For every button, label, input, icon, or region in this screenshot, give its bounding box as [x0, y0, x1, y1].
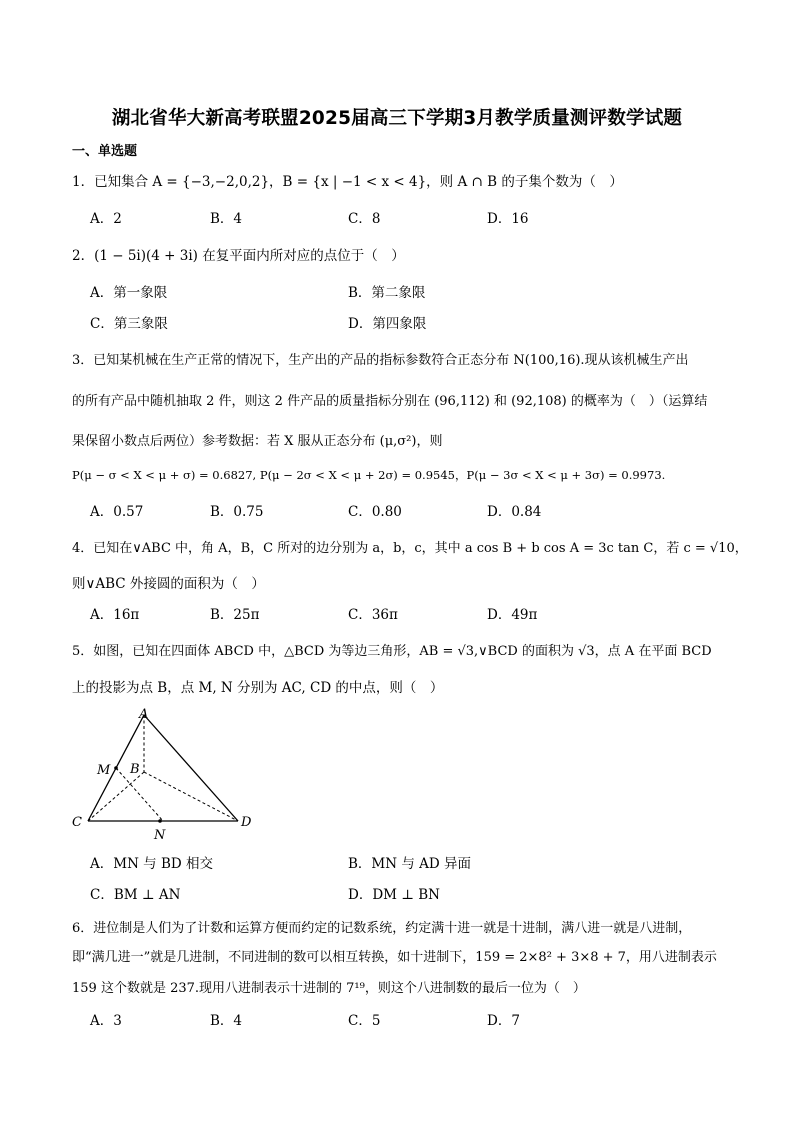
q5-option-a: A．MN 与 BD 相交 — [90, 856, 214, 872]
question-6-line-2: 即“满几进一”就是几进制，不同进制的数可以相互转换，如十进制下，159 = 2×8² + 3×8 + 7，用八进制表示 — [72, 950, 717, 965]
q4-option-b: B．25π — [210, 607, 260, 623]
label-n: N — [154, 828, 166, 843]
q2-option-c: C．第三象限 — [90, 316, 168, 332]
question-3-line-1: 3．已知某机械在生产正常的情况下，生产出的产品的指标参数符合正态分布 N(100,16).现从该机械生产出 — [72, 353, 689, 368]
question-4-line-2: 则∨ABC 外接圆的面积为（ ） — [72, 576, 265, 592]
q3-option-b: B．0.75 — [210, 504, 264, 520]
question-1-stem: 1．已知集合 A = {−3,−2,0,2}，B = {x | −1 < x < 4}，则 A ∩ B 的子集个数为（ ） — [72, 174, 623, 190]
q5-option-b: B．MN 与 AD 异面 — [348, 856, 472, 872]
q6-option-d: D．7 — [487, 1013, 520, 1029]
q6-option-a: A．3 — [90, 1013, 122, 1029]
section-heading: 一、单选题 — [72, 144, 138, 159]
question-4-line-1: 4．已知在∨ABC 中，角 A，B，C 所对的边分别为 a，b，c，其中 a cos B + b cos A = 3c tan C，若 c = √10， — [72, 541, 748, 556]
question-3-line-3: 果保留小数点后两位）参考数据：若 X 服从正态分布 (μ,σ²)，则 — [72, 434, 443, 449]
edge-ad — [144, 715, 238, 821]
q2-option-d: D．第四象限 — [348, 316, 427, 332]
q2-option-b: B．第二象限 — [348, 285, 426, 301]
q1-option-c: C．8 — [348, 211, 381, 227]
label-m: M — [97, 763, 111, 778]
question-6-line-1: 6．进位制是人们为了计数和运算方便而约定的记数系统，约定满十进一就是十进制，满八进一就是八进制， — [72, 921, 692, 936]
q1-option-a: A．2 — [90, 211, 122, 227]
q3-option-c: C．0.80 — [348, 504, 402, 520]
question-3-reference-data: P(μ − σ < X < μ + σ) = 0.6827, P(μ − 2σ < X < μ + 2σ) = 0.9545，P(μ − 3σ < X < μ + 3σ) = 0.9973. — [72, 468, 666, 482]
question-5-line-1: 5．如图，已知在四面体 ABCD 中，△BCD 为等边三角形，AB = √3,∨BCD 的面积为 √3，点 A 在平面 BCD — [72, 644, 712, 659]
page-title: 湖北省华大新高考联盟2025届高三下学期3月教学质量测评数学试题 — [111, 108, 683, 129]
q3-option-a: A．0.57 — [90, 504, 144, 520]
point-n — [158, 819, 162, 823]
q5-option-c: C．BM ⊥ AN — [90, 887, 181, 903]
label-a: A — [139, 707, 149, 722]
question-3-line-2: 的所有产品中随机抽取 2 件，则这 2 件产品的质量指标分别在 (96,112) 和 (92,108) 的概率为（ ）（运算结 — [72, 394, 708, 409]
edge-bd — [144, 772, 238, 821]
q1-option-d: D．16 — [487, 211, 529, 227]
point-m — [114, 766, 118, 770]
q1-option-b: B．4 — [210, 211, 243, 227]
question-6-line-3: 159 这个数就是 237.现用八进制表示十进制的 7¹⁹，则这个八进制数的最后一位为（ ） — [72, 981, 586, 996]
label-c: C — [72, 815, 82, 830]
question-5-line-2: 上的投影为点 B，点 M, N 分别为 AC, CD 的中点，则（ ） — [72, 680, 444, 696]
q5-option-d: D．DM ⊥ BN — [348, 887, 440, 903]
edge-bc — [88, 772, 144, 821]
tetrahedron-figure — [60, 700, 270, 845]
q6-option-b: B．4 — [210, 1013, 243, 1029]
q4-option-c: C．36π — [348, 607, 398, 623]
label-d: D — [241, 815, 252, 830]
q4-option-d: D．49π — [487, 607, 538, 623]
q3-option-d: D．0.84 — [487, 504, 542, 520]
q2-option-a: A．第一象限 — [90, 285, 168, 301]
q6-option-c: C．5 — [348, 1013, 381, 1029]
label-b: B — [130, 762, 140, 777]
q4-option-a: A．16π — [90, 607, 140, 623]
question-2-stem: 2．(1 − 5i)(4 + 3i) 在复平面内所对应的点位于（ ） — [72, 248, 405, 264]
